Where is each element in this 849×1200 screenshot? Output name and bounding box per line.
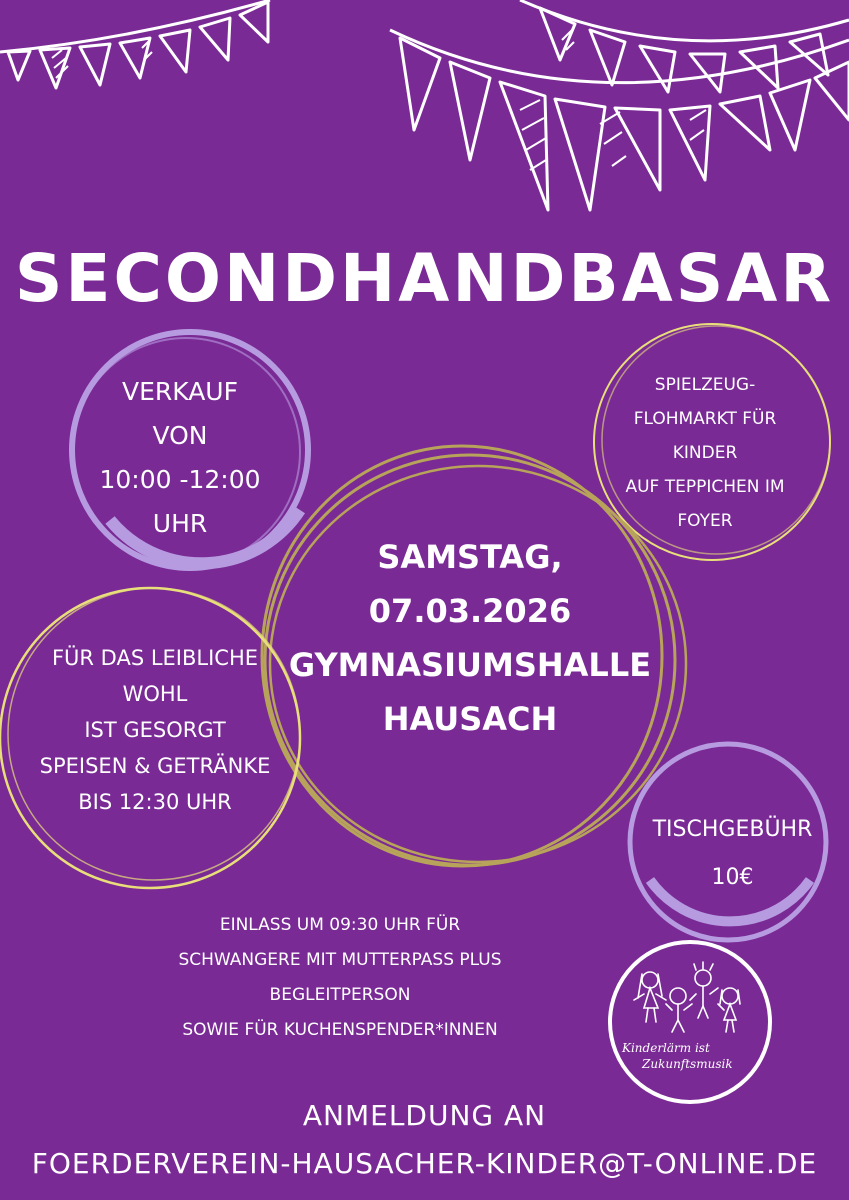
bunting-decoration — [0, 0, 849, 260]
admission-line: SCHWANGERE MIT MUTTERPASS PLUS — [178, 950, 502, 970]
catering-line: SPEISEN & GETRÄNKE — [39, 754, 271, 778]
logo-caption-line: Kinderlärm ist — [622, 1041, 710, 1055]
toy-market-line: KINDER — [672, 443, 738, 463]
table-fee-label: TISCHGEBÜHR — [652, 817, 813, 842]
logo-caption-line: Zukunftsmusik — [642, 1057, 733, 1071]
catering-line: WOHL — [122, 682, 188, 706]
registration-label: ANMELDUNG AN — [302, 1099, 547, 1132]
sale-line: 10:00 -12:00 — [99, 465, 261, 494]
event-date: 07.03.2026 — [368, 592, 572, 630]
logo-caption — [622, 1040, 762, 1072]
admission-line: BEGLEITPERSON — [269, 985, 411, 1005]
registration-email[interactable]: FOERDERVEREIN-HAUSACHER-KINDER@T-ONLINE.DE — [31, 1147, 818, 1180]
toy-market-line: AUF TEPPICHEN IM — [625, 477, 785, 497]
admission-line: EINLASS UM 09:30 UHR FÜR — [219, 915, 461, 935]
event-town: HAUSACH — [382, 700, 558, 738]
table-fee-amount: 10€ — [711, 865, 754, 890]
admission-line: SOWIE FÜR KUCHENSPENDER*INNEN — [182, 1020, 498, 1040]
catering-line: FÜR DAS LEIBLICHE — [51, 646, 259, 670]
toy-market-line: SPIELZEUG- — [654, 375, 756, 395]
event-venue: GYMNASIUMSHALLE — [288, 646, 652, 684]
registration-info — [0, 1092, 849, 1188]
catering-line: BIS 12:30 UHR — [78, 790, 232, 814]
sale-times — [80, 370, 280, 546]
catering-info — [10, 640, 300, 820]
sale-line: VERKAUF — [121, 377, 238, 406]
toy-market-line: FOYER — [677, 511, 733, 531]
catering-line: IST GESORGT — [84, 718, 226, 742]
toy-market-info — [600, 368, 810, 538]
event-day: SAMSTAG, — [377, 538, 563, 576]
poster-title: SECONDHANDBASAR — [14, 240, 835, 317]
admission-info — [120, 908, 560, 1048]
toy-market-line: FLOHMARKT FÜR — [633, 409, 777, 429]
sale-line: VON — [152, 421, 208, 450]
event-details — [270, 530, 670, 746]
table-fee — [640, 806, 825, 902]
sale-line: UHR — [152, 509, 208, 538]
